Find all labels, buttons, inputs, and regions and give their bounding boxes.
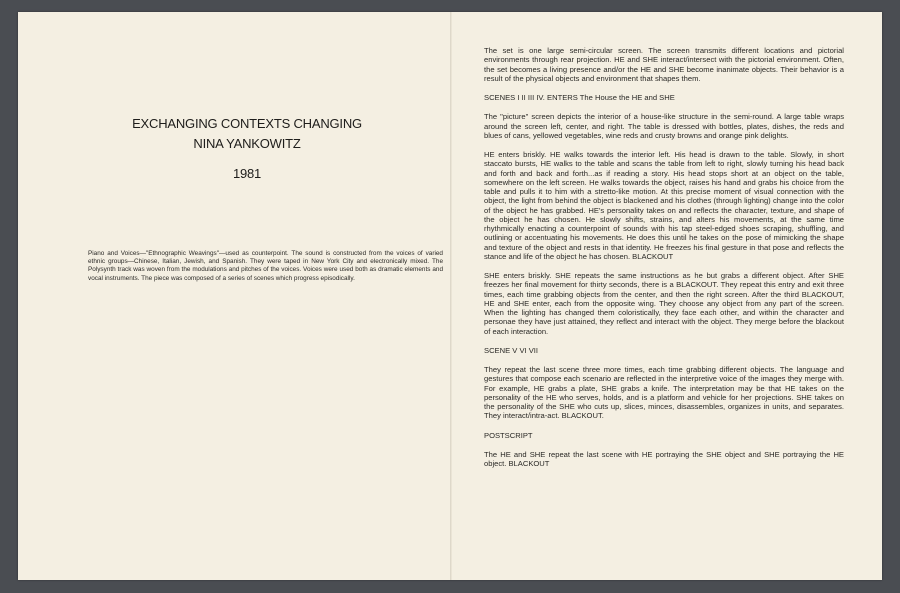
- screen-description: The "picture" screen depicts the interior of a house-like structure in the semi-round. A large table wraps around the screen left, center, and right. The table is dressed with bottles, plates, dishes, the reds and blues of cans, yellowed vegetables, wine reds and crusty browns and orange pink delights.: [484, 112, 844, 140]
- left-page: [18, 12, 450, 580]
- postscript-paragraph: The HE and SHE repeat the last scene with HE portraying the SHE object and SHE portraying the HE object. BLACKOUT: [484, 449, 844, 468]
- title-block: [18, 114, 476, 184]
- center-fold: [450, 12, 452, 580]
- scene-heading-1: SCENES I II III IV. ENTERS The House the HE and SHE: [484, 93, 675, 102]
- she-scene-paragraph: SHE enters briskly. SHE repeats the same instructions as he but grabs a different object. After SHE freezes her final movement for thirty seconds, there is a BLACKOUT. They repeat this entry and exit three times, each time grabbing objects from the center, and then the right screen. After the third BLACKOUT, HE and SHE enter, each from the opposite wing. They choose any object from any part of the screen. When the lighting has changed them coloristically, they face each other, and within the character and personae they have just attained, they reflect and interact with the object. They merge before the blackout of each interaction.: [484, 271, 844, 336]
- right-page: [484, 46, 844, 478]
- year: 1981: [232, 166, 262, 181]
- set-description: The set is one large semi-circular screen. The screen transmits different locations and pictorial environments through rear projection. HE and SHE interact/intersect with the pictorial environment. Often, the set becomes a living presence and/or the HE and SHE become inanimate objects. Their behavior is a result of the physical objects and environment that shapes them.: [484, 46, 844, 83]
- artist-name: NINA YANKOWITZ: [193, 136, 301, 151]
- intro-paragraph: Piano and Voices—"Ethnographic Weavings"—used as counterpoint. The sound is constructed from the voices of varied ethnic groups—Chinese, Italian, Jewish, and Spanish. They were taped in New York City and electronically mixed. The Polysynth track was woven from the modulations and pitches of the voices. Voices were used both as dramatic elements and vocal instruments. The piece was composed of a series of scenes which progress episodically.: [88, 250, 443, 282]
- work-title: EXCHANGING CONTEXTS CHANGING: [132, 116, 362, 131]
- postscript-heading: POSTSCRIPT: [484, 430, 533, 440]
- he-scene-paragraph: HE enters briskly. HE walks towards the interior left. His head is drawn to the table. Slowly, in short staccato bursts, HE walks to the table and scans the table from left to right, slowly turning his head back and forth and back and forth...as if reading a story. His head stops short at an object on the table, somewhere on the left screen. He walks towards the object, raises his hand and grabs his choice from the table and pulls it to him with a stretto-like motion. At this precise moment of visual connection with the object, the light from behind the object is blackened and his clothes (through lighting) change into the color of the object he has grabbed. HE's personality takes on and reflects the character, texture, and shape of the object he has chosen. He slowly shifts, strains, and alters his movements, at the same time rhythmically enacting a counterpoint of sounds with his tap steel-edged shoes scraping, shuffling, and outlining or accentuating his movements. He does this until he takes on the pose of mimicking the shape and texture of the object and rests in that identity. He freezes his final gesture in that pose and reflects the stance and life of the object he has chosen. BLACKOUT: [484, 150, 844, 261]
- repeat-scene-paragraph: They repeat the last scene three more times, each time grabbing different objects. The language and gestures that compose each scenario are reflected in the interpretive voice of the images they merge with. For example, HE grabs a plate, SHE grabs a knife. The interpretation may be that HE takes on the personality of the HE who serves, holds, and is a platform and vehicle for her projections. SHE takes on the personality of the SHE who cuts up, slices, minces, disassembles, organizes in units, and separates. They interact/intra-act. BLACKOUT.: [484, 365, 844, 421]
- scene-heading-2: SCENE V VI VII: [484, 345, 539, 355]
